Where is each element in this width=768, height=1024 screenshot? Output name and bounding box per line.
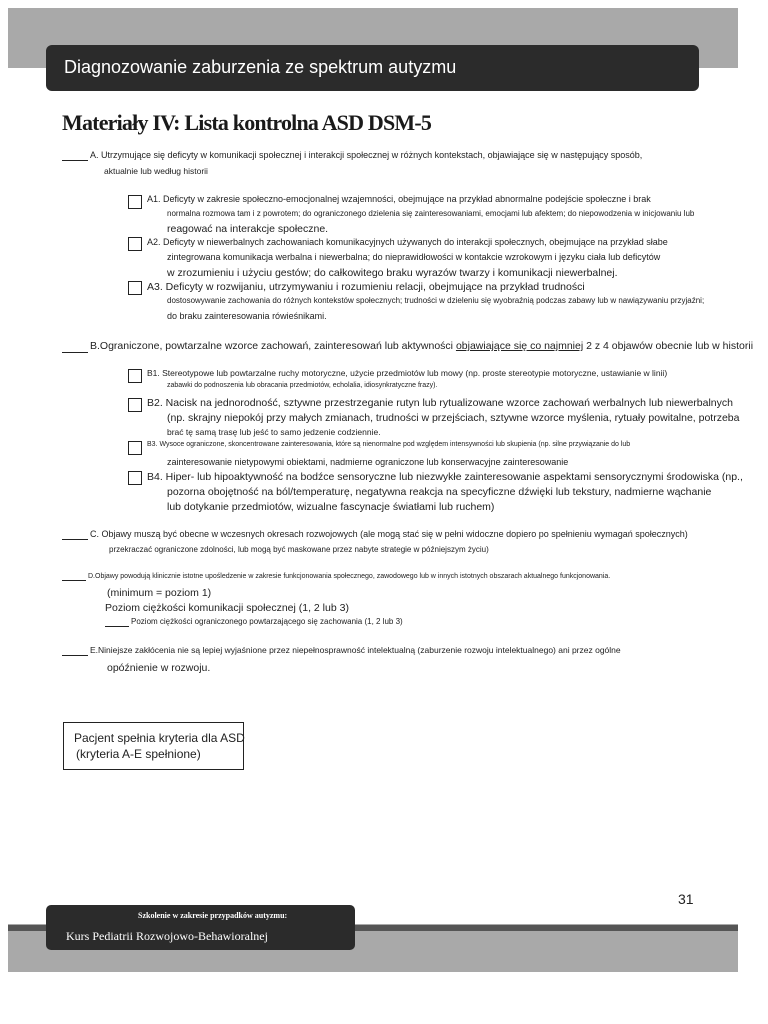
- checkbox-a3[interactable]: [128, 281, 142, 295]
- criterion-e: E.Niniejsze zakłócenia nie są lepiej wyjaśnione przez niepełnosprawność intelektualną (zaburzenie rozwoju intelektualnego) ani przez ogólne: [62, 645, 621, 656]
- criterion-d-minimum: (minimum = poziom 1): [107, 587, 212, 599]
- a2-line3: w zrozumieniu i użyciu gestów; do całkowitego braku wyrazów twarzy i komunikacji niewerbalnej.: [167, 267, 618, 279]
- document-title: Diagnozowanie zaburzenia ze spektrum autyzmu: [64, 57, 457, 77]
- criteria-box-line2: (kryteria A-E spełnione): [76, 747, 201, 761]
- checkbox-b3[interactable]: [128, 441, 142, 455]
- b4-line1: B4. Hiper- lub hipoaktywność na bodźce sensoryczne lub niezwykłe zainteresowanie aspektami sensorycznymi środowiska (np.,: [147, 471, 743, 483]
- b1-line1: B1. Stereotypowe lub powtarzalne ruchy motoryczne, użycie przedmiotów lub mowy (np. proste stereotypie motoryczne, ustawianie w linii): [147, 368, 668, 378]
- footer-line2: Kurs Pediatrii Rozwojowo-Behawioralnej: [66, 929, 268, 943]
- a3-line1: A3. Deficyty w rozwijaniu, utrzymywaniu i rozumieniu relacji, obejmujące na przykład trudności: [147, 281, 585, 293]
- b2-line2: (np. skrajny niepokój przy małych zmianach, trudności w przejściach, sztywne wzorce myślenia, rytuały powitalne, potrzeba: [167, 412, 740, 424]
- checkbox-b2[interactable]: [128, 398, 142, 412]
- b4-line2: pozorna obojętność na ból/temperaturę, negatywna reakcja na specyficzne dźwięki lub tekstury, nadmierne wąchanie: [167, 486, 712, 498]
- page-number: 31: [678, 891, 694, 907]
- a1-line2: normalna rozmowa tam i z powrotem; do ograniczonego dzielenia się zainteresowaniami, emocjami lub afektem; do niepowodzenia w inicjowaniu lub: [167, 209, 695, 218]
- behavior-severity-blank[interactable]: [105, 617, 129, 627]
- a2-line2: zintegrowana komunikacja werbalna i niewerbalna; do nieprawidłowości w kontakcie wzrokowym i języku ciała lub deficytów: [167, 252, 661, 262]
- a1-line1: A1. Deficyty w zakresie społeczno-emocjonalnej wzajemności, obejmujące na przykład abnormalne podejście społeczne i brak: [147, 194, 651, 204]
- criteria-met-box: [63, 722, 244, 770]
- b4-line3: lub dotykanie przedmiotów, wizualne fascynacje światłami lub ruchem): [167, 501, 495, 513]
- title-bar: [46, 45, 699, 91]
- criterion-a: A. Utrzymujące się deficyty w komunikacji społecznej i interakcji społecznej w różnych kontekstach, objawiające się w następujący sposób,: [62, 150, 642, 161]
- criterion-a-line2: aktualnie lub według historii: [104, 166, 208, 176]
- checkbox-a2[interactable]: [128, 237, 142, 251]
- criterion-d-behavior-severity: Poziom ciężkości ograniczonego powtarzającego się zachowania (1, 2 lub 3): [105, 617, 403, 627]
- b2-line1: B2. Nacisk na jednorodność, sztywne przestrzeganie rutyn lub rytualizowane wzorce zachowań werbalnych lub niewerbalnych: [147, 397, 733, 409]
- b1-line2: zabawki do podnoszenia lub obracania przedmiotów, echolalia, idiosynkratyczne frazy).: [167, 382, 438, 389]
- criterion-d: D.Objawy powodują klinicznie istotne upośledzenie w zakresie funkcjonowania społecznego, zawodowego lub w innych istotnych obszarach aktualnego funkcjonowania.: [62, 573, 610, 581]
- a1-line3: reagować na interakcje społeczne.: [167, 223, 329, 235]
- criteria-box-line1: Pacjent spełnia kryteria dla ASD: [74, 731, 245, 745]
- criterion-d-social-severity: Poziom ciężkości komunikacji społecznej (1, 2 lub 3): [105, 602, 349, 614]
- b3-line1: B3. Wysoce ograniczone, skoncentrowane zainteresowania, które są nienormalne pod względem intensywności lub skupienia (np. silne przywiązanie do lub: [147, 441, 631, 448]
- a3-line3: do braku zainteresowania rówieśnikami.: [167, 311, 327, 321]
- footer-bar: [46, 905, 355, 950]
- b3-line2: zainteresowanie nietypowymi obiektami, nadmierne ograniczone lub konserwacyjne zainteresowanie: [167, 457, 569, 467]
- a3-line2: dostosowywanie zachowania do różnych kontekstów społecznych; trudności w dzieleniu się wyobraźnią podczas zabawy lub w nawiązywaniu przyjaźni;: [167, 296, 705, 305]
- criterion-c-blank[interactable]: [62, 529, 88, 540]
- a2-line1: A2. Deficyty w niewerbalnych zachowaniach komunikacyjnych używanych do interakcji społecznych, obejmujące na przykład słabe: [147, 237, 668, 247]
- page-subtitle: Materiały IV: Lista kontrolna ASD DSM-5: [62, 110, 432, 135]
- criterion-e-line2: opóźnienie w rozwoju.: [107, 662, 211, 674]
- criterion-c: C. Objawy muszą być obecne w wczesnych okresach rozwojowych (ale mogą stać się w pełni widoczne dopiero po spełnieniu wymagań społecznych): [62, 529, 688, 540]
- criterion-c-line2: przekraczać ograniczone zdolności, lub mogą być maskowane przez nabyte strategie w późniejszym życiu): [109, 545, 489, 554]
- criterion-e-blank[interactable]: [62, 645, 88, 656]
- criterion-b: B.Ograniczone, powtarzalne wzorce zachowań, zainteresowań lub aktywności objawiające się co najmniej 2 z 4 objawów obecnie lub w historii: [62, 340, 753, 353]
- b2-line3: brać tę samą trasę lub jeść to samo jedzenie codziennie.: [167, 427, 381, 437]
- criterion-b-blank[interactable]: [62, 340, 88, 353]
- criterion-d-blank[interactable]: [62, 573, 86, 581]
- criterion-a-blank[interactable]: [62, 150, 88, 161]
- checkbox-b4[interactable]: [128, 471, 142, 485]
- footer-line1: Szkolenie w zakresie przypadków autyzmu:: [138, 911, 288, 920]
- checkbox-a1[interactable]: [128, 195, 142, 209]
- checkbox-b1[interactable]: [128, 369, 142, 383]
